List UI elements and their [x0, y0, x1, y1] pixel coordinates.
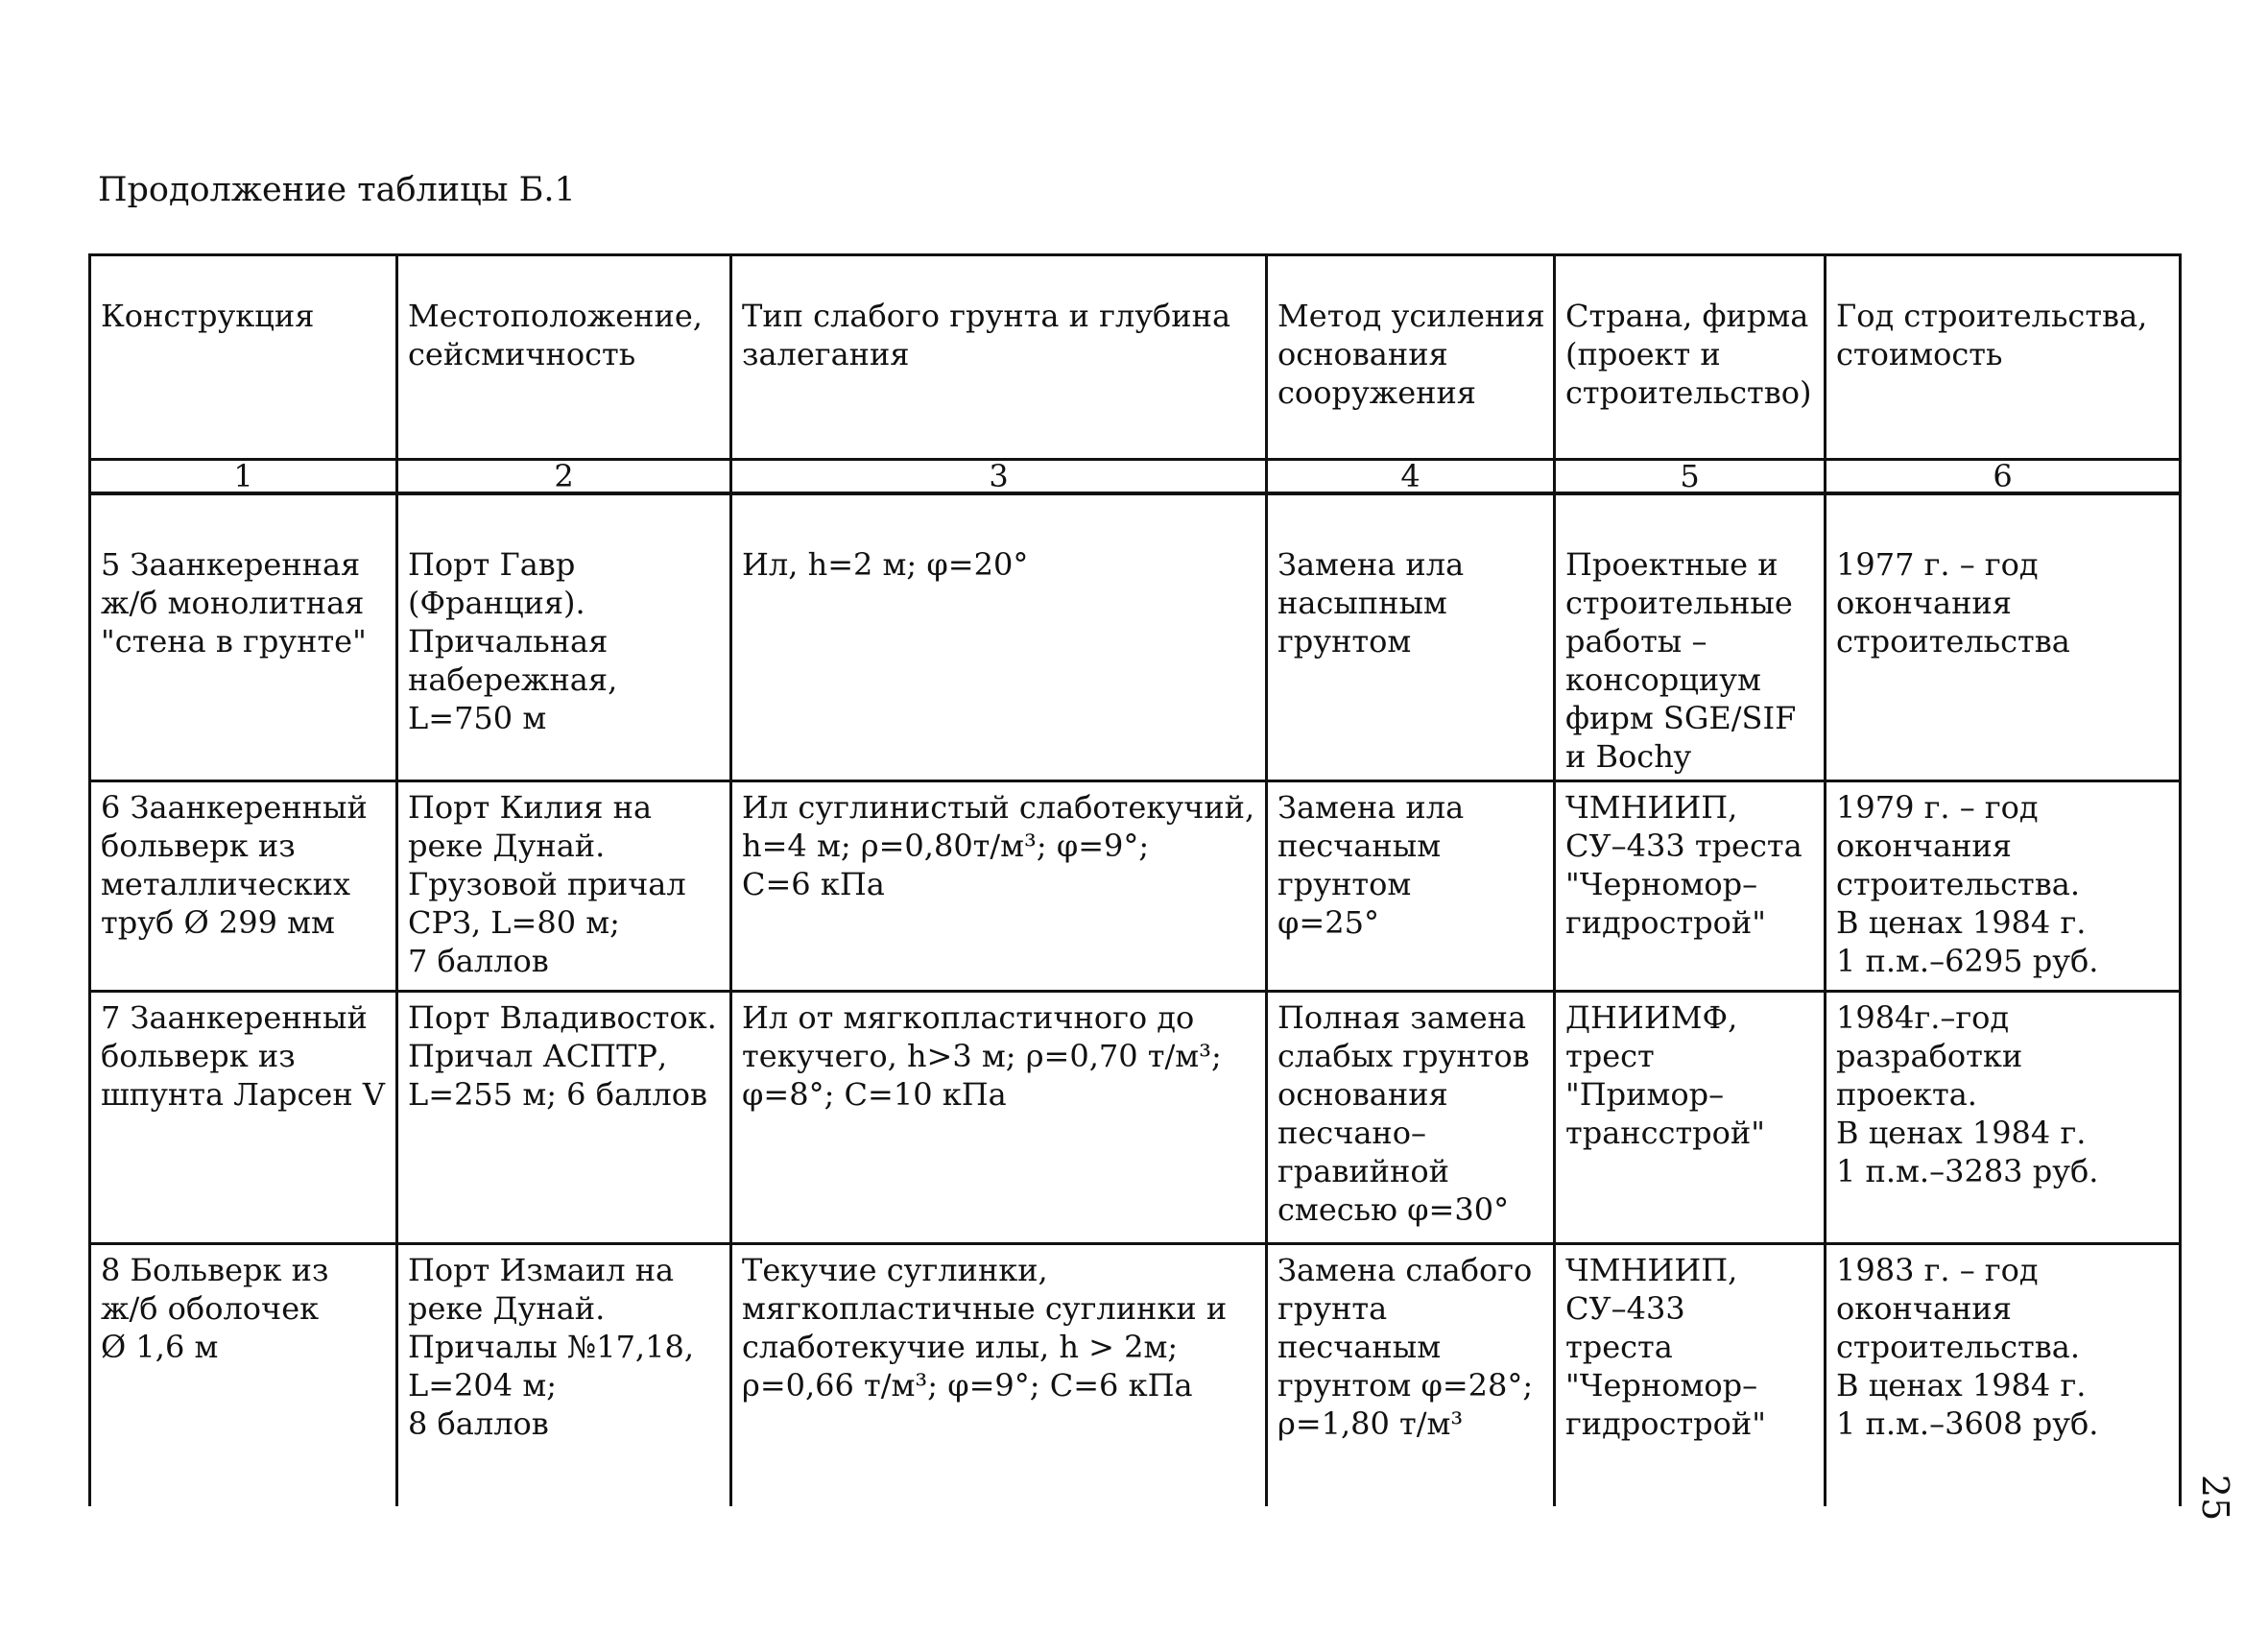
cell-location	[397, 781, 731, 992]
cell-location	[397, 992, 731, 1244]
cell-text-line: 7 Заанкеренный	[101, 999, 368, 1036]
table-row	[90, 992, 2181, 1244]
cell-text-line: Ø 1,6 м	[101, 1329, 219, 1365]
cell-text-line: 6 Заанкеренный	[101, 789, 368, 826]
cell-text-line: строительства.	[1836, 1329, 2080, 1365]
cell-text-line: ж/б монолитная	[101, 585, 365, 621]
cell-method	[1267, 1244, 1555, 1507]
cell-text-line: консорциум	[1565, 661, 1761, 698]
cell-text-line: слабых грунтов	[1277, 1038, 1530, 1074]
cell-method	[1267, 493, 1555, 781]
column-number: 2	[397, 460, 731, 494]
cell-text-line: 1983 г. – год	[1836, 1252, 2039, 1288]
cell-text-line: СУ–433	[1565, 1290, 1685, 1327]
cell-text-line: 8 Больверк из	[101, 1252, 329, 1288]
cell-text-line: окончания	[1836, 585, 2012, 621]
cell-firm	[1555, 1244, 1826, 1507]
cell-text-line: Замена слабого	[1277, 1252, 1533, 1288]
cell-text-line: (проект и	[1565, 336, 1721, 372]
cell-text-line: В ценах 1984 г.	[1836, 1115, 2087, 1151]
cell-text-line: Причальная	[408, 623, 609, 660]
cell-construction	[90, 1244, 397, 1507]
cell-text-line: В ценах 1984 г.	[1836, 904, 2087, 941]
cell-text-line: 1984г.–год	[1836, 999, 2010, 1036]
cell-text-line: L=255 м; 6 баллов	[408, 1076, 707, 1113]
cell-text-line: φ=8°; С=10 кПа	[742, 1076, 1007, 1113]
cell-text-line: грунтом φ=28°;	[1277, 1367, 1534, 1404]
cell-text-line: окончания	[1836, 1290, 2012, 1327]
cell-text-line: Замена ила	[1277, 546, 1465, 583]
cell-text-line: 1 п.м.–3283 руб.	[1836, 1153, 2099, 1189]
cell-text-line: больверк из	[101, 828, 296, 864]
cell-text-line: ЧМНИИП,	[1565, 1252, 1738, 1288]
cell-text-line: песчаным	[1277, 1329, 1442, 1365]
cell-text-line: залегания	[742, 336, 910, 372]
cell-text-line: Порт Измаил на	[408, 1252, 675, 1288]
table-caption: Продолжение таблицы Б.1	[98, 171, 576, 209]
cell-text-line: Проектные и	[1565, 546, 1779, 583]
header-cell	[1826, 255, 2181, 460]
cell-year	[1826, 992, 2181, 1244]
cell-text-line: 1977 г. – год	[1836, 546, 2039, 583]
cell-text-line: ж/б оболочек	[101, 1290, 320, 1327]
cell-soil	[731, 992, 1267, 1244]
cell-text-line: реке Дунай.	[408, 1290, 606, 1327]
cell-soil	[731, 493, 1267, 781]
cell-text-line: песчаным	[1277, 828, 1442, 864]
cell-text-line: трансстрой"	[1565, 1115, 1765, 1151]
header-cell	[1555, 255, 1826, 460]
cell-firm	[1555, 992, 1826, 1244]
cell-text-line: мягкопластичные суглинки и	[742, 1290, 1228, 1327]
cell-text-line: φ=25°	[1277, 904, 1379, 941]
header-cell	[397, 255, 731, 460]
cell-text-line: проекта.	[1836, 1076, 1977, 1113]
cell-text-line: строительства	[1836, 623, 2070, 660]
cell-soil	[731, 1244, 1267, 1507]
cell-text-line: Год строительства,	[1836, 298, 2148, 334]
cell-text-line: Текучие суглинки,	[742, 1252, 1048, 1288]
cell-method	[1267, 992, 1555, 1244]
cell-text-line: L=204 м;	[408, 1367, 557, 1404]
cell-firm	[1555, 493, 1826, 781]
page-number: 25	[2194, 1474, 2236, 1522]
cell-text-line: Порт Владивосток.	[408, 999, 717, 1036]
cell-text-line: грунта	[1277, 1290, 1388, 1327]
cell-text-line: 5 Заанкеренная	[101, 546, 361, 583]
cell-text-line: "стена в грунте"	[101, 623, 367, 660]
cell-text-line: гидрострой"	[1565, 904, 1766, 941]
cell-construction	[90, 781, 397, 992]
cell-text-line: набережная,	[408, 661, 618, 698]
cell-year	[1826, 1244, 2181, 1507]
header-cell	[1267, 255, 1555, 460]
cell-text-line: 7 баллов	[408, 943, 549, 979]
cell-text-line: Причалы №17,18,	[408, 1329, 694, 1365]
cell-text-line: 1979 г. – год	[1836, 789, 2039, 826]
cell-construction	[90, 493, 397, 781]
cell-text-line: грунтом	[1277, 866, 1412, 902]
cell-text-line: грунтом	[1277, 623, 1412, 660]
cell-firm	[1555, 781, 1826, 992]
cell-text-line: В ценах 1984 г.	[1836, 1367, 2087, 1404]
cell-text-line: ЧМНИИП,	[1565, 789, 1738, 826]
column-number: 1	[90, 460, 397, 494]
cell-text-line: смесью φ=30°	[1277, 1191, 1510, 1228]
cell-text-line: больверк из	[101, 1038, 296, 1074]
cell-text-line: Порт Гавр	[408, 546, 576, 583]
cell-text-line: стоимость	[1836, 336, 2003, 372]
cell-text-line: окончания	[1836, 828, 2012, 864]
cell-text-line: ДНИИМФ,	[1565, 999, 1738, 1036]
cell-text-line: ρ=0,66 т/м³; φ=9°; С=6 кПа	[742, 1367, 1193, 1404]
cell-text-line: (Франция).	[408, 585, 585, 621]
cell-text-line: сейсмичность	[408, 336, 636, 372]
cell-text-line: фирм SGE/SIF	[1565, 700, 1797, 736]
column-number-row	[90, 460, 2181, 494]
cell-text-line: Страна, фирма	[1565, 298, 1809, 334]
cell-text-line: строительства.	[1836, 866, 2080, 902]
cell-text-line: работы –	[1565, 623, 1707, 660]
cell-text-line: "Примор–	[1565, 1076, 1725, 1113]
column-number: 6	[1826, 460, 2181, 494]
cell-location	[397, 493, 731, 781]
cell-text-line: гравийной	[1277, 1153, 1449, 1189]
cell-text-line: насыпным	[1277, 585, 1447, 621]
cell-construction	[90, 992, 397, 1244]
cell-text-line: гидрострой"	[1565, 1405, 1766, 1442]
cell-year	[1826, 781, 2181, 992]
column-number: 3	[731, 460, 1267, 494]
cell-text-line: "Черномор–	[1565, 1367, 1758, 1404]
cell-text-line: h=4 м; ρ=0,80т/м³; φ=9°;	[742, 828, 1150, 864]
cell-text-line: 8 баллов	[408, 1405, 549, 1442]
column-number: 4	[1267, 460, 1555, 494]
cell-text-line: 1 п.м.–3608 руб.	[1836, 1405, 2099, 1442]
cell-year	[1826, 493, 2181, 781]
cell-text-line: Грузовой причал	[408, 866, 686, 902]
cell-text-line: шпунта Ларсен V	[101, 1076, 385, 1113]
cell-text-line: Ил, h=2 м; φ=20°	[742, 546, 1029, 583]
cell-location	[397, 1244, 731, 1507]
header-cell	[731, 255, 1267, 460]
cell-text-line: Ил суглинистый слаботекучий,	[742, 789, 1255, 826]
header-cell	[90, 255, 397, 460]
cell-text-line: Метод усиления	[1277, 298, 1545, 334]
cell-text-line: основания	[1277, 336, 1448, 372]
cell-text-line: труб Ø 299 мм	[101, 904, 335, 941]
table-header-row	[90, 255, 2181, 460]
cell-text-line: Замена ила	[1277, 789, 1465, 826]
cell-text-line: С=6 кПа	[742, 866, 885, 902]
cell-text-line: Тип слабого грунта и глубина	[742, 298, 1231, 334]
table-row	[90, 1244, 2181, 1507]
cell-text-line: СУ–433 треста	[1565, 828, 1802, 864]
cell-text-line: строительство)	[1565, 374, 1812, 411]
cell-text-line: Ил от мягкопластичного до	[742, 999, 1195, 1036]
cell-text-line: трест	[1565, 1038, 1655, 1074]
cell-text-line: СРЗ, L=80 м;	[408, 904, 620, 941]
cell-method	[1267, 781, 1555, 992]
cell-text-line: 1 п.м.–6295 руб.	[1836, 943, 2099, 979]
cell-text-line: "Черномор–	[1565, 866, 1758, 902]
cell-text-line: строительные	[1565, 585, 1793, 621]
cell-text-line: треста	[1565, 1329, 1673, 1365]
cell-text-line: основания	[1277, 1076, 1448, 1113]
cell-text-line: песчано–	[1277, 1115, 1427, 1151]
cell-text-line: ρ=1,80 т/м³	[1277, 1405, 1464, 1442]
cell-text-line: слаботекучие илы, h > 2м;	[742, 1329, 1179, 1365]
cell-text-line: разработки	[1836, 1038, 2023, 1074]
cell-text-line: L=750 м	[408, 700, 547, 736]
cell-text-line: Конструкция	[101, 298, 315, 334]
cell-text-line: Порт Килия на	[408, 789, 653, 826]
cell-text-line: Причал АСПТР,	[408, 1038, 668, 1074]
column-number: 5	[1555, 460, 1826, 494]
cell-text-line: сооружения	[1277, 374, 1476, 411]
table-row	[90, 493, 2181, 781]
table-row	[90, 781, 2181, 992]
cell-text-line: Местоположение,	[408, 298, 703, 334]
cell-text-line: и Bochy	[1565, 738, 1691, 775]
data-table	[88, 253, 2182, 1506]
cell-soil	[731, 781, 1267, 992]
cell-text-line: текучего, h>3 м; ρ=0,70 т/м³;	[742, 1038, 1222, 1074]
cell-text-line: реке Дунай.	[408, 828, 606, 864]
cell-text-line: Полная замена	[1277, 999, 1527, 1036]
cell-text-line: металлических	[101, 866, 350, 902]
